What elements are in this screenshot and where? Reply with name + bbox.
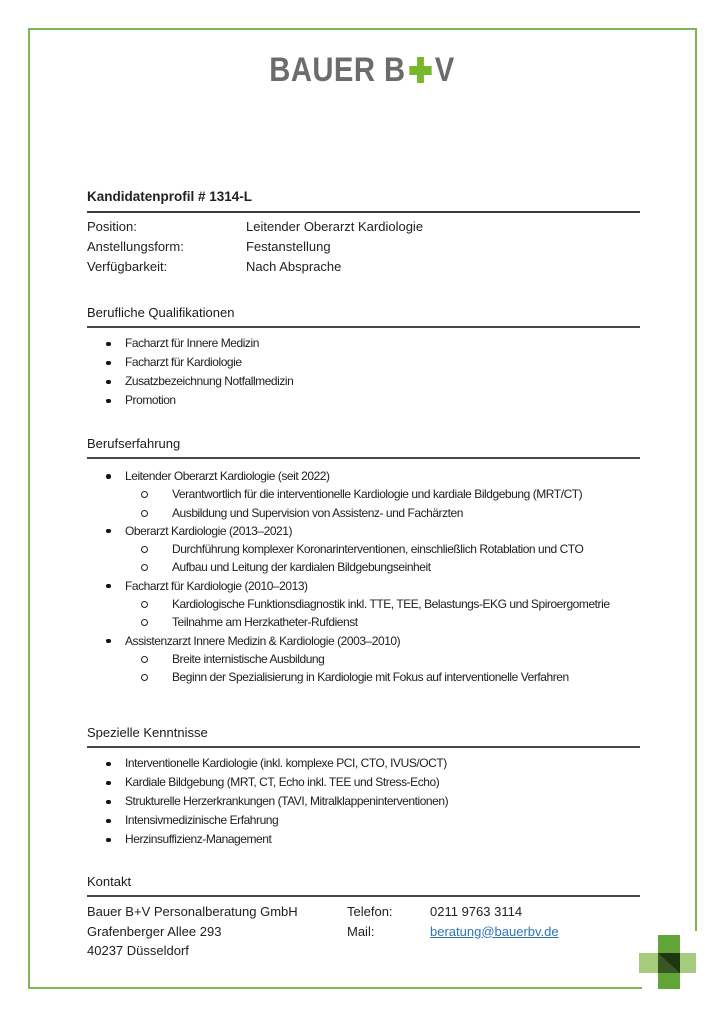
meta-value: Festanstellung — [246, 239, 331, 254]
section-heading-experience: Berufserfahrung — [87, 436, 640, 459]
experience-subitem-list — [125, 540, 660, 577]
list-item: Facharzt für Kardiologie — [87, 353, 640, 372]
logo-plus-icon — [409, 57, 431, 83]
page-border-left — [28, 28, 30, 989]
experience-item-title: Oberarzt Kardiologie (2013–2021) — [125, 523, 293, 538]
experience-list — [87, 467, 660, 687]
experience-item-title: Leitender Oberarzt Kardiologie (seit 2022) — [125, 469, 330, 483]
list-item: Promotion — [87, 391, 640, 410]
meta-label: Position: — [87, 219, 137, 234]
list-item: Intensivmedizinische Erfahrung — [87, 811, 640, 830]
list-item: Zusatzbezeichnung Notfallmedizin — [87, 372, 640, 391]
contact-block — [87, 902, 640, 961]
list-item: Interventionelle Kardiologie (inkl. komplexe PCI, CTO, IVUS/OCT) — [87, 754, 640, 773]
section-heading-skills: Spezielle Kenntnisse — [87, 725, 640, 748]
cross-center-overlap — [658, 953, 680, 973]
contact-mail-label: Mail: — [347, 923, 375, 939]
contact-street: Grafenberger Allee 293 — [87, 923, 222, 939]
contact-phone-value: 0211 9763 3114 — [430, 904, 523, 919]
experience-subitem: Durchführung komplexer Koronarinterventionen, einschließlich Rotablation und CTO — [125, 540, 660, 558]
qualifications-list — [87, 334, 640, 410]
meta-row — [87, 237, 640, 257]
page-border-top — [28, 28, 697, 30]
experience-subitem: Breite internistische Ausbildung — [125, 650, 660, 668]
logo-text-right: V — [434, 51, 455, 89]
experience-subitem-list — [125, 650, 660, 687]
experience-item — [87, 522, 660, 577]
meta-value: Nach Absprache — [246, 259, 342, 274]
experience-subitem-list — [125, 485, 660, 522]
section-heading-contact: Kontakt — [87, 874, 640, 897]
meta-row — [87, 217, 640, 237]
page-border-bottom — [28, 987, 642, 989]
experience-item — [87, 467, 660, 522]
contact-city: 40237 Düsseldorf — [87, 943, 189, 958]
meta-row — [87, 257, 640, 277]
page-border-right — [695, 28, 697, 931]
contact-company: Bauer B+V Personalberatung GmbH — [87, 904, 298, 919]
meta-value: Leitender Oberarzt Kardiologie — [246, 219, 424, 234]
section-heading-qualifications: Berufliche Qualifikationen — [87, 305, 640, 328]
list-item: Herzinsuffizienz-Management — [87, 830, 640, 849]
experience-item-title: Facharzt für Kardiologie (2010–2013) — [125, 578, 308, 593]
contact-phone-label: Telefon: — [347, 904, 393, 919]
experience-subitem: Beginn der Spezialisierung in Kardiologie mit Fokus auf interventionelle Verfahren — [125, 668, 660, 686]
experience-subitem: Verantwortlich für die interventionelle Kardiologie und kardiale Bildgebung (MRT/CT) — [125, 485, 660, 503]
list-item: Facharzt für Innere Medizin — [87, 334, 640, 353]
list-item: Kardiale Bildgebung (MRT, CT, Echo inkl. TEE und Stress-Echo) — [87, 773, 640, 792]
experience-item — [87, 577, 660, 632]
company-logo — [51, 50, 674, 90]
experience-subitem: Teilnahme am Herzkatheter-Rufdienst — [125, 613, 660, 631]
experience-subitem: Kardiologische Funktionsdiagnostik inkl. TTE, TEE, Belastungs-EKG und Spiroergometrie — [125, 595, 660, 613]
skills-list — [87, 754, 640, 849]
logo-text-left: BAUER B — [269, 51, 406, 89]
experience-subitem-list — [125, 595, 660, 632]
list-item: Strukturelle Herzerkrankungen (TAVI, Mitralklappeninterventionen) — [87, 792, 640, 811]
experience-item-title: Assistenzarzt Innere Medizin & Kardiologie (2003–2010) — [125, 633, 401, 648]
profile-title: Kandidatenprofil # 1314-L — [87, 189, 640, 213]
profile-meta — [87, 217, 640, 277]
email-link[interactable]: beratung@bauerbv.de — [430, 923, 559, 939]
meta-label: Anstellungsform: — [87, 239, 184, 254]
experience-item — [87, 632, 660, 687]
experience-subitem: Ausbildung und Supervision von Assistenz- und Fachärzten — [125, 504, 660, 522]
meta-label: Verfügbarkeit: — [87, 259, 168, 274]
experience-subitem: Aufbau und Leitung der kardialen Bildgebungseinheit — [125, 558, 660, 576]
